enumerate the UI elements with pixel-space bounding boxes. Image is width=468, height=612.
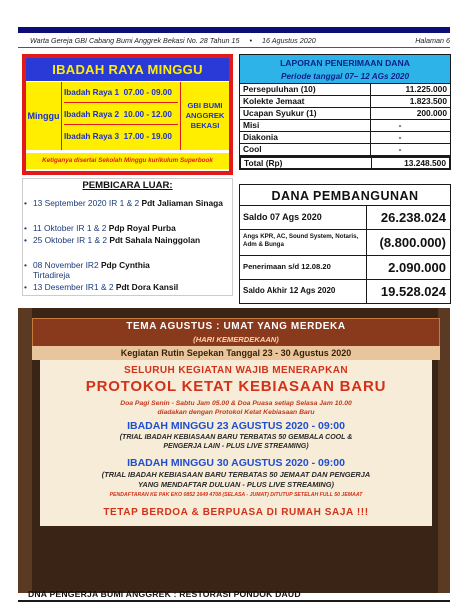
building-fund-value: 26.238.024 xyxy=(380,210,446,225)
finance-label: Diakonia xyxy=(243,132,278,142)
registration-note: PENDAFTARAN KE PAK EKO 0852 1649 4708 (SELASA - JUMAT) DITUTUP SETELAH FULL 50 JEMAAT xyxy=(109,492,363,498)
building-fund-row xyxy=(239,280,451,304)
service-announcement: IBADAH MINGGU 23 AGUSTUS 2020 - 09:00 xyxy=(127,420,345,432)
speaker-name: Pdt Dora Kansil xyxy=(115,282,179,292)
speaker-name-extra: Tirtadireja xyxy=(33,270,70,280)
finance-label: Persepuluhan (10) xyxy=(243,84,316,94)
protocol-intro: SELURUH KEGIATAN WAJIB MENERAPKAN xyxy=(124,365,348,376)
header-bar xyxy=(18,27,450,33)
finance-title: LAPORAN PENERIMAAN DANA xyxy=(280,58,410,68)
speakers-title: PEMBICARA LUAR: xyxy=(82,180,173,191)
speaker-name: Pdp Cynthia xyxy=(100,260,150,270)
finance-label: Kolekte Jemaat xyxy=(243,96,305,106)
finance-value: - xyxy=(398,120,402,130)
church-name-line: BEKASI xyxy=(190,120,220,130)
speaker-item xyxy=(24,198,233,208)
page-header xyxy=(30,36,450,45)
building-fund-label: Penerimaan s/d 12.08.20 xyxy=(243,262,331,271)
worship-title: IBADAH RAYA MINGGU xyxy=(26,58,229,81)
building-fund-row xyxy=(239,256,451,280)
column-divider xyxy=(366,230,367,255)
finance-value: 1.823.500 xyxy=(409,96,447,106)
finance-row xyxy=(239,96,451,108)
finance-value: 200.000 xyxy=(416,108,447,118)
service-note-line: (TRIAL IBADAH KEBIASAAN BARU TERBATAS 50 GEMBALA COOL & xyxy=(119,434,353,441)
finance-period: Periode tanggal 07– 12 AGs 2020 xyxy=(280,72,410,81)
finance-header xyxy=(239,54,451,84)
service-note-line: PENGERJA LAIN - PLUS LIVE STREAMING) xyxy=(163,443,309,450)
issue-date: 16 Agustus 2020 xyxy=(262,36,316,45)
speaker-item xyxy=(24,235,233,245)
column-divider xyxy=(371,158,372,168)
service-time: 10.00 - 12.00 xyxy=(123,110,172,119)
finance-total-label: Total (Rp) xyxy=(244,158,283,168)
column-divider xyxy=(370,120,371,131)
finance-label: Cool xyxy=(243,144,262,154)
service-label: Ibadah Raya 1 xyxy=(64,88,120,97)
prayer-schedule-line: Doa Pagi Senin - Sabtu Jam 05.00 & Doa Puasa setiap Selasa Jam 10.00 xyxy=(120,400,352,407)
service-announcement: IBADAH MINGGU 30 AGUSTUS 2020 - 09:00 xyxy=(127,457,345,469)
header-separator: • xyxy=(249,36,253,45)
finance-label: Ucapan Syukur (1) xyxy=(243,108,317,118)
speaker-item xyxy=(24,223,233,233)
church-name-line: ANGGREK xyxy=(185,111,225,121)
column-divider xyxy=(366,206,367,229)
speaker-name: Pdp Royal Purba xyxy=(108,223,176,233)
bullet: • xyxy=(24,282,27,292)
speaker-date: 13 Desember IR1 & 2 xyxy=(33,282,116,292)
closing-message: TETAP BERDOA & BERPUASA DI RUMAH SAJA !!! xyxy=(103,507,369,518)
bullet: • xyxy=(24,223,27,233)
column-divider xyxy=(366,280,367,303)
service-time: 17.00 - 19.00 xyxy=(123,132,172,141)
page-number: Halaman 6 xyxy=(415,36,450,45)
service-note xyxy=(40,433,432,451)
finance-row xyxy=(239,132,451,144)
building-fund-label: Angs KPR, AC, Sound System, Notaris, Adm & Bunga xyxy=(243,233,359,248)
publication-name: Warta Gereja GBI Cabang Bumi Anggrek Bekasi No. 28 Tahun 15 xyxy=(30,36,240,45)
column-divider xyxy=(370,96,371,107)
service-row xyxy=(64,127,178,147)
service-note-line: YANG MENDAFTAR DULUAN - PLUS LIVE STREAMING) xyxy=(138,479,334,489)
speaker-date: 08 November IR2 xyxy=(33,260,101,270)
footer-text: DNA PENGERJA BUMI ANGGREK : RESTORASI PONDOK DAUD xyxy=(28,589,301,599)
speaker-item xyxy=(24,282,233,292)
building-fund-label: Saldo Akhir 12 Ags 2020 xyxy=(243,286,336,295)
service-row xyxy=(64,83,178,103)
finance-row xyxy=(239,108,451,120)
building-fund-value: 19.528.024 xyxy=(380,284,446,299)
church-name-label xyxy=(180,82,229,150)
speaker-date: 25 Oktober IR 1 & 2 xyxy=(33,235,110,245)
speaker-date: 11 Oktober IR 1 & 2 xyxy=(33,223,109,233)
header-divider xyxy=(18,47,450,48)
protocol-headline: PROTOKOL KETAT KEBIASAAN BARU xyxy=(85,378,387,395)
church-name-line: GBI BUMI xyxy=(187,101,223,111)
finance-value: 11.225.000 xyxy=(405,84,447,94)
finance-label: Misi xyxy=(243,120,260,130)
speaker-date: 13 September 2020 IR 1 & 2 xyxy=(33,198,142,208)
column-divider xyxy=(370,108,371,119)
building-fund-value: (8.800.000) xyxy=(379,235,446,250)
finance-value: - xyxy=(398,132,402,142)
building-fund-value: 2.090.000 xyxy=(388,260,446,275)
building-fund-label: Saldo 07 Ags 2020 xyxy=(243,212,322,222)
finance-row xyxy=(239,144,451,156)
speaker-name: Pdt Jaliaman Sinaga xyxy=(141,198,223,208)
worship-note: Ketiganya disertai Sekolah Minggu kurikulum Superbook xyxy=(26,153,229,169)
speaker-name: Pdt Sahala Nainggolan xyxy=(109,235,201,245)
footer-divider xyxy=(18,600,450,602)
theme-subtitle: (HARI KEMERDEKAAN) xyxy=(193,335,279,344)
finance-value: - xyxy=(398,144,402,154)
prayer-schedule-line: diadakan dengan Protokol Ketat Kebiasaan Baru xyxy=(157,409,315,416)
column-divider xyxy=(370,132,371,143)
service-note-line: (TRIAL IBADAH KEBIASAAN BARU TERBATAS 50 JEMAAT DAN PENGERJA xyxy=(101,470,371,479)
banner-texture-left xyxy=(18,308,32,593)
service-label: Ibadah Raya 3 xyxy=(64,132,120,141)
finance-row xyxy=(239,120,451,132)
theme-title: TEMA AGUSTUS : UMAT YANG MERDEKA xyxy=(126,321,346,332)
column-divider xyxy=(366,256,367,279)
finance-total-value: 13.248.500 xyxy=(404,158,446,168)
service-label: Ibadah Raya 2 xyxy=(64,110,120,119)
building-fund-row xyxy=(239,206,451,230)
finance-total-row xyxy=(239,156,451,170)
service-note xyxy=(40,470,432,489)
theme-header xyxy=(32,318,440,348)
building-fund-title: DANA PEMBANGUNAN xyxy=(239,184,451,206)
routine-heading: Kegiatan Rutin Sepekan Tanggal 23 - 30 Agustus 2020 xyxy=(32,346,440,360)
finance-row xyxy=(239,84,451,96)
prayer-schedule xyxy=(40,399,432,417)
worship-day-label: Minggu xyxy=(26,82,62,150)
bullet: • xyxy=(24,260,27,270)
service-time: 07.00 - 09.00 xyxy=(123,88,172,97)
column-divider xyxy=(370,84,371,95)
bullet: • xyxy=(24,198,27,208)
column-divider xyxy=(370,144,371,155)
speaker-item xyxy=(24,260,233,280)
building-fund-row xyxy=(239,230,451,256)
bullet: • xyxy=(24,235,27,245)
service-row xyxy=(64,105,178,125)
